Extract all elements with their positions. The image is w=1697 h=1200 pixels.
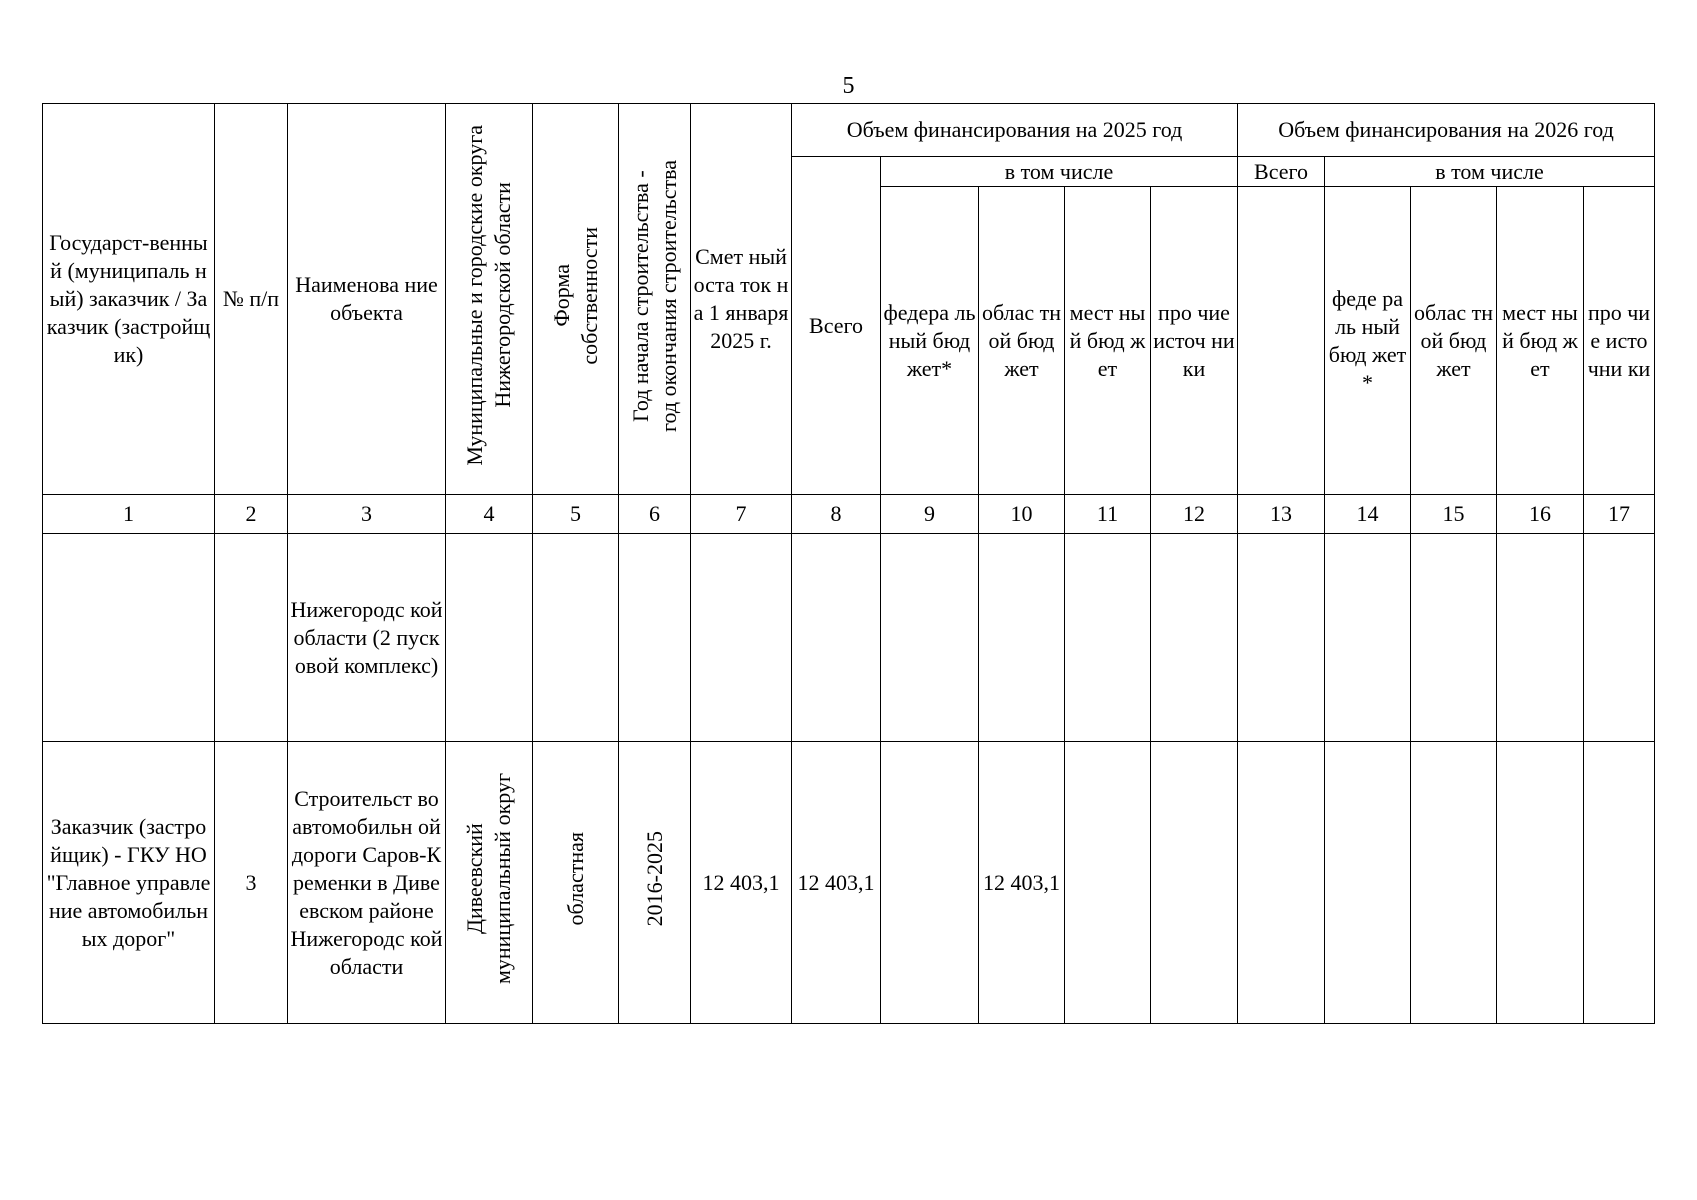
cell-municipality <box>446 742 533 1024</box>
column-number: 5 <box>533 495 619 534</box>
header-customer: Государст-венный (муниципаль ный) заказчик / Заказчик (застройщик) <box>43 104 215 495</box>
header-total-2026: Всего <box>1238 157 1325 187</box>
cell-ownership-text: областная <box>562 832 588 926</box>
header-years <box>619 104 691 495</box>
column-number: 1 <box>43 495 215 534</box>
cell-total-2026 <box>1238 534 1325 742</box>
column-number: 16 <box>1497 495 1584 534</box>
column-number: 6 <box>619 495 691 534</box>
header-ownership-text: Форма собственности <box>548 226 602 365</box>
cell-regional-2025: 12 403,1 <box>979 742 1065 1024</box>
column-number: 3 <box>288 495 446 534</box>
header-federal-2025: федера льный бюд жет* <box>881 187 979 495</box>
cell-other-2025 <box>1151 534 1238 742</box>
header-federal-2026: феде раль ный бюд жет* <box>1325 187 1411 495</box>
page-number: 5 <box>842 73 855 99</box>
cell-ownership <box>533 742 619 1024</box>
cell-num: 3 <box>215 742 288 1024</box>
header-num: № п/п <box>215 104 288 495</box>
header-ownership <box>533 104 619 495</box>
cell-federal-2025 <box>881 742 979 1024</box>
cell-regional-2025 <box>979 534 1065 742</box>
cell-total-2025: 12 403,1 <box>792 742 881 1024</box>
cell-customer <box>43 534 215 742</box>
column-number: 14 <box>1325 495 1411 534</box>
header-other-2025: про чие источ ники <box>1151 187 1238 495</box>
column-number: 10 <box>979 495 1065 534</box>
column-number: 9 <box>881 495 979 534</box>
header-total-2025: Всего <box>792 157 881 495</box>
cell-other-2025 <box>1151 742 1238 1024</box>
column-number: 17 <box>1584 495 1655 534</box>
cell-federal-2026 <box>1325 742 1411 1024</box>
header-estimate-balance: Смет ный оста ток на 1 января 2025 г. <box>691 104 792 495</box>
header-row-1 <box>43 104 1655 157</box>
column-number: 15 <box>1411 495 1497 534</box>
cell-num <box>215 534 288 742</box>
cell-object-name: Нижегородс кой области (2 пусковой комплекс) <box>288 534 446 742</box>
cell-regional-2026 <box>1411 742 1497 1024</box>
column-number: 13 <box>1238 495 1325 534</box>
column-number: 2 <box>215 495 288 534</box>
cell-years <box>619 534 691 742</box>
cell-years-text: 2016-2025 <box>641 831 667 927</box>
financing-table <box>42 103 1655 1024</box>
cell-total-2026 <box>1238 742 1325 1024</box>
cell-years <box>619 742 691 1024</box>
cell-object-name: Строительст во автомобильн ой дороги Саров-Кременки в Дивеевском районе Нижегородс кой области <box>288 742 446 1024</box>
column-number: 8 <box>792 495 881 534</box>
header-municipality-text: Муниципальные и городские округа Нижегородской области <box>462 125 515 466</box>
header-total-2026-blank <box>1238 187 1325 495</box>
cell-municipality-text: Дивеевский муниципальный округ <box>462 773 515 985</box>
column-numbers-row <box>43 495 1655 534</box>
cell-local-2026 <box>1497 534 1584 742</box>
cell-other-2026 <box>1584 534 1655 742</box>
column-number: 7 <box>691 495 792 534</box>
header-regional-2026: облас тной бюд жет <box>1411 187 1497 495</box>
cell-total-2025 <box>792 534 881 742</box>
cell-federal-2025 <box>881 534 979 742</box>
header-local-2026: мест ный бюд жет <box>1497 187 1584 495</box>
header-including-2026: в том числе <box>1325 157 1655 187</box>
header-regional-2025: облас тной бюд жет <box>979 187 1065 495</box>
cell-estimate-balance <box>691 534 792 742</box>
header-years-text: Год начала строительства - год окончания строительства <box>627 159 681 432</box>
table-row <box>43 742 1655 1024</box>
header-including-2025: в том числе <box>881 157 1238 187</box>
header-other-2026: про чие исто чни ки <box>1584 187 1655 495</box>
table-row <box>43 534 1655 742</box>
column-number: 12 <box>1151 495 1238 534</box>
header-funding-2026: Объем финансирования на 2026 год <box>1238 104 1655 157</box>
cell-customer: Заказчик (застройщик) - ГКУ НО "Главное управление автомобильн ых дорог" <box>43 742 215 1024</box>
header-object-name: Наименова ние объекта <box>288 104 446 495</box>
cell-local-2025 <box>1065 742 1151 1024</box>
cell-other-2026 <box>1584 742 1655 1024</box>
cell-regional-2026 <box>1411 534 1497 742</box>
cell-local-2026 <box>1497 742 1584 1024</box>
column-number: 11 <box>1065 495 1151 534</box>
header-funding-2025: Объем финансирования на 2025 год <box>792 104 1238 157</box>
header-local-2025: мест ный бюд жет <box>1065 187 1151 495</box>
cell-municipality <box>446 534 533 742</box>
cell-ownership <box>533 534 619 742</box>
column-number: 4 <box>446 495 533 534</box>
cell-estimate-balance: 12 403,1 <box>691 742 792 1024</box>
cell-federal-2026 <box>1325 534 1411 742</box>
cell-local-2025 <box>1065 534 1151 742</box>
header-municipality <box>446 104 533 495</box>
